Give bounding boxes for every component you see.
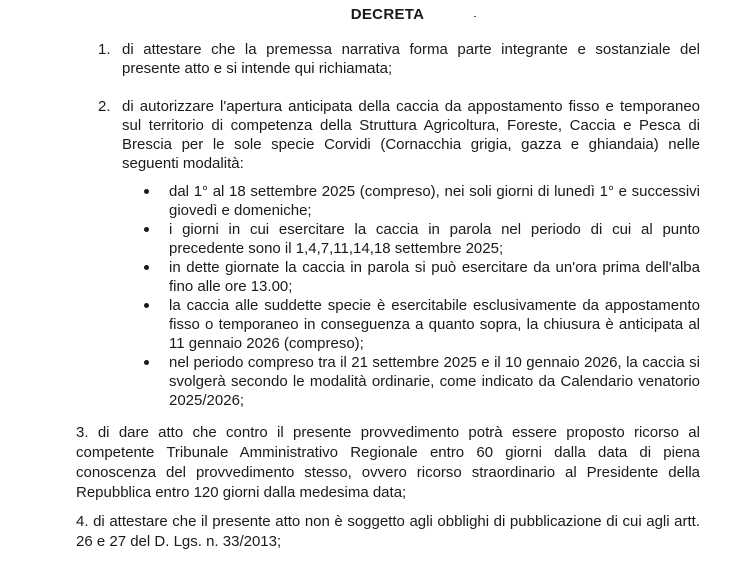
bullet-text: dal 1° al 18 settembre 2025 (compreso), nei soli giorni di lunedì 1° e successivi giovedì e domeniche; [169, 183, 700, 219]
bullet-text: nel periodo compreso tra il 21 settembre 2025 e il 10 gennaio 2026, la caccia si svolgerà secondo le modalità ordinarie, come indicato da Calendario venatorio 2025/2026; [169, 354, 700, 409]
bullet-dot-icon [144, 189, 149, 194]
item-number: 2. [98, 98, 111, 115]
scan-speck [474, 16, 476, 17]
bullet-list [144, 182, 700, 410]
bullet-dot-icon [144, 265, 149, 270]
item-text: di autorizzare l'apertura anticipata della caccia da appostamento fisso e temporaneo sul territorio di competenza della Struttura Agricoltura, Foreste, Caccia e Pesca di Brescia per le sole specie Corvidi (Cornacchia grigia, gazza e ghiandaia) nelle seguenti modalità: [122, 98, 700, 172]
numbered-item-2 [98, 97, 700, 173]
bullet-item [144, 258, 700, 296]
document-heading: DECRETA [350, 6, 425, 23]
bullet-item [144, 296, 700, 353]
numbered-item-1 [98, 40, 700, 78]
bullet-item [144, 182, 700, 220]
paragraph-3: 3. di dare atto che contro il presente provvedimento potrà essere proposto ricorso al competente Tribunale Amministrativo Regionale entro 60 giorni dalla data di piena conoscenza del provvedimento stesso, ovvero ricorso straordinario al Presidente della Repubblica entro 120 giorni dalla medesima data; [76, 424, 700, 501]
item-number: 1. [98, 41, 111, 58]
bullet-dot-icon [144, 227, 149, 232]
bullet-text: i giorni in cui esercitare la caccia in parola nel periodo di cui al punto precedente sono il 1,4,7,11,14,18 settembre 2025; [169, 221, 700, 257]
bullet-dot-icon [144, 360, 149, 365]
item-text: di attestare che la premessa narrativa forma parte integrante e sostanziale del presente atto e si intende qui richiamata; [122, 41, 700, 77]
bullet-text: la caccia alle suddette specie è esercitabile esclusivamente da appostamento fisso o temporaneo in conseguenza a quanto sopra, la chiusura è anticipata al 11 gennaio 2026 (compreso); [169, 297, 700, 352]
bullet-text: in dette giornate la caccia in parola si può esercitare da un'ora prima dell'alba fino alle ore 13.00; [169, 259, 700, 295]
bullet-item [144, 220, 700, 258]
paragraph-4: 4. di attestare che il presente atto non è soggetto agli obblighi di pubblicazione di cui agli artt. 26 e 27 del D. Lgs. n. 33/2013; [76, 513, 700, 550]
bullet-item [144, 353, 700, 410]
bullet-dot-icon [144, 303, 149, 308]
